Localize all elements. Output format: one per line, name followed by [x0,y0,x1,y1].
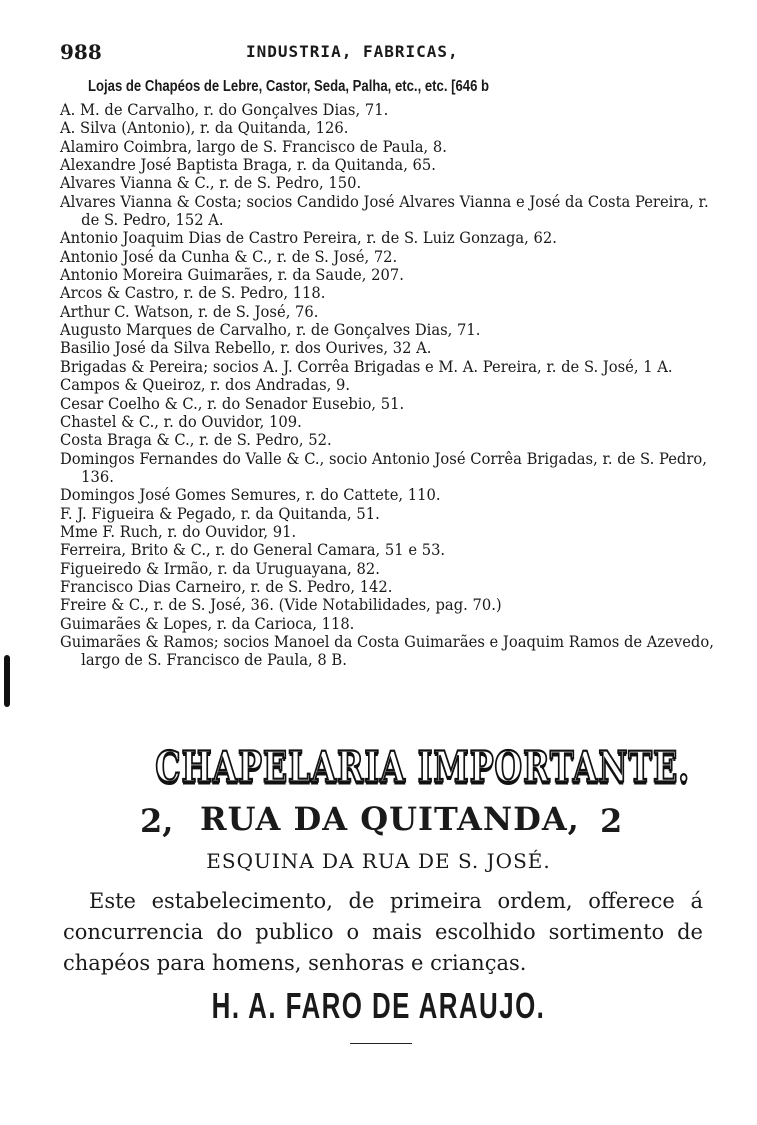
list-item: Figueiredo & Irmão, r. da Uruguayana, 82. [60,558,380,578]
list-item: Arcos & Castro, r. de S. Pedro, 118. [60,283,326,303]
closing-rule [350,1043,412,1044]
list-item: Augusto Marques de Carvalho, r. de Gonçalves Dias, 71. [60,320,481,340]
list-item: Costa Braga & C., r. de S. Pedro, 52. [60,430,332,450]
list-item: Cesar Coelho & C., r. do Senador Eusebio, 51. [60,393,405,413]
list-item: Mme F. Ruch, r. do Ouvidor, 91. [60,521,297,541]
list-item: Ferreira, Brito & C., r. do General Camara, 51 e 53. [60,540,446,560]
list-item: Brigadas & Pereira; socios A. J. Corrêa Brigadas e M. A. Pereira, r. de S. José, 1 A. [60,356,673,376]
list-item: Francisco Dias Carneiro, r. de S. Pedro, 142. [60,576,393,596]
list-item: Guimarães & Lopes, r. da Carioca, 118. [60,613,355,633]
address-street: RUA DA QUITANDA, [200,800,580,838]
list-item: Antonio Moreira Guimarães, r. da Saude, 207. [60,265,404,285]
list-item: Antonio José da Cunha & C., r. de S. José, 72. [60,246,398,266]
advert-body-text: Este estabelecimento, de primeira ordem, offerece á concurrencia do publico o mais escolhido sortimento de chapéos para homens, senhoras e crianças. [63,889,703,975]
list-item: Chastel & C., r. do Ouvidor, 109. [60,411,302,431]
list-item: Basilio José da Silva Rebello, r. dos Ourives, 32 A. [60,338,432,358]
running-head: INDUSTRIA, FABRICAS, [246,42,459,61]
list-item: Guimarães & Ramos; socios Manoel da Costa Guimarães e Joaquim Ramos de Azevedo, largo de S. Francisco de Paula, 8 B. [60,631,714,670]
entry-list [60,100,714,670]
list-item: A. M. de Carvalho, r. do Gonçalves Dias, 71. [60,100,389,119]
advert-signature: H. A. FARO DE ARAUJO. [211,985,546,1026]
list-item: Freire & C., r. de S. José, 36. (Vide Notabilidades, pag. 70.) [60,595,502,615]
list-item: Arthur C. Watson, r. de S. José, 76. [60,301,319,321]
list-item: F. J. Figueira & Pegado, r. da Quitanda, 51. [60,503,380,523]
list-item: Alexandre José Baptista Braga, r. da Quitanda, 65. [60,155,436,175]
list-item: Alamiro Coimbra, largo de S. Francisco de Paula, 8. [60,136,447,156]
list-item: Antonio Joaquim Dias de Castro Pereira, r. de S. Luiz Gonzaga, 62. [60,228,557,248]
list-item: Domingos José Gomes Semures, r. do Cattete, 110. [60,485,441,505]
address-number-left: 2, [140,802,174,840]
list-item: A. Silva (Antonio), r. da Quitanda, 126. [60,118,349,138]
margin-ink-mark [4,655,10,707]
list-item: Alvares Vianna & Costa; socios Candido José Alvares Vianna e José da Costa Pereira, r. de S. Pedro, 152 A. [60,191,709,230]
advert-banner-title: CHAPELARIA IMPORTANTE. [155,741,691,792]
list-item: Alvares Vianna & C., r. de S. Pedro, 150. [60,173,362,193]
page-number: 988 [60,40,102,64]
list-item: Campos & Queiroz, r. dos Andradas, 9. [60,375,351,395]
address-number-right: 2 [600,802,623,840]
list-item: Domingos Fernandes do Valle & C., socio Antonio José Corrêa Brigadas, r. de S. Pedro, 136. [60,448,707,486]
advert-corner-note: ESQUINA DA RUA DE S. JOSÉ. [206,849,551,873]
section-subheading: Lojas de Chapéos de Lebre, Castor, Seda, Palha, etc., etc. [646 b [88,78,490,95]
page-header [60,40,700,66]
